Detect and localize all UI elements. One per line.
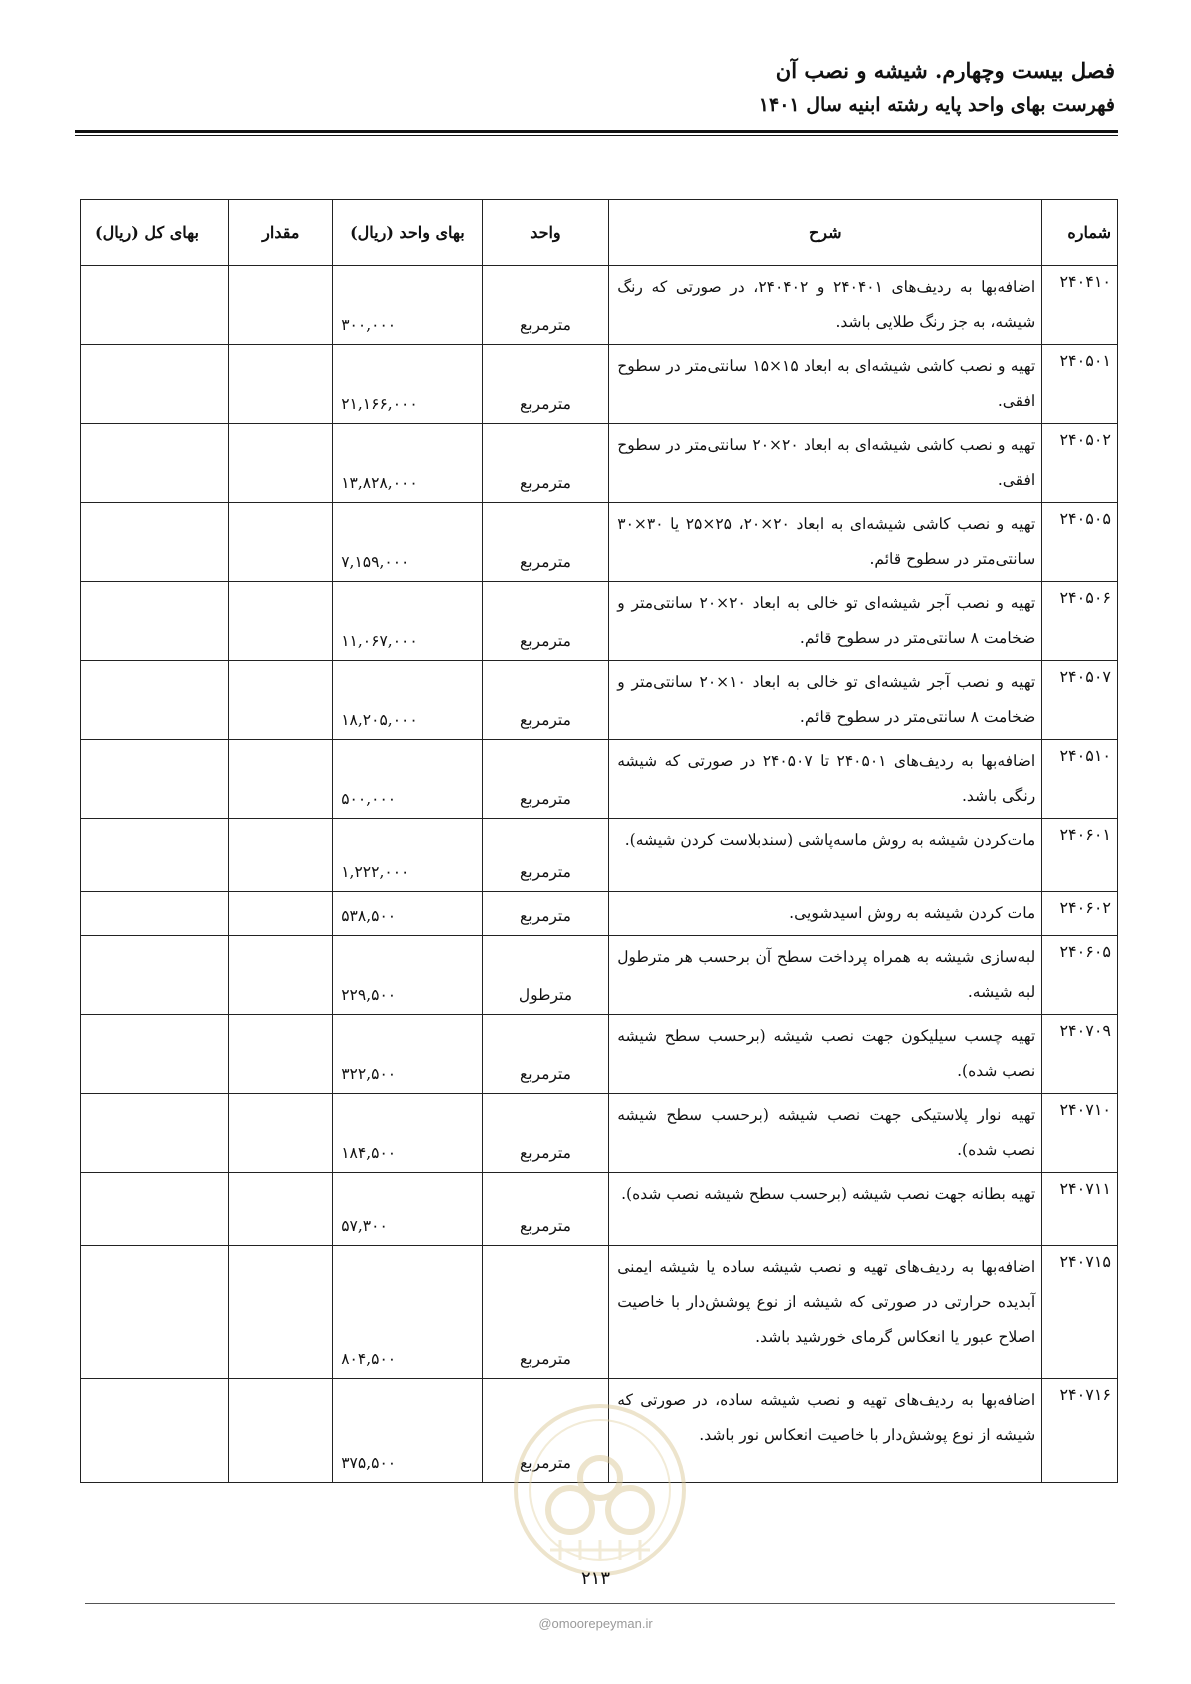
row-unit-price: ۵۰۰,۰۰۰ xyxy=(333,740,482,819)
table-row xyxy=(81,1246,1118,1379)
row-unit-price: ۵۳۸,۵۰۰ xyxy=(333,892,482,936)
row-description: مات کردن شیشه به روش اسیدشویی. xyxy=(609,892,1042,936)
row-code: ۲۴۰۵۰۶ xyxy=(1042,582,1118,661)
col-header-unit-price: بهای واحد (ریال) xyxy=(333,200,482,266)
row-quantity xyxy=(229,1246,333,1379)
header-rule-thin xyxy=(75,135,1118,136)
row-unit-price: ۱,۲۲۲,۰۰۰ xyxy=(333,819,482,892)
table-row xyxy=(81,345,1118,424)
row-unit: مترمربع xyxy=(482,1094,609,1173)
watermark-text: @omoorepeyman.ir xyxy=(538,1616,653,1631)
row-description: اضافه‌بها به ردیف‌های ۲۴۰۴۰۱ و ۲۴۰۴۰۲، در صورتی که رنگ شیشه، به جز رنگ طلایی باشد. xyxy=(609,266,1042,345)
table-row xyxy=(81,819,1118,892)
row-unit-price: ۲۱,۱۶۶,۰۰۰ xyxy=(333,345,482,424)
row-unit: مترمربع xyxy=(482,503,609,582)
row-unit: مترمربع xyxy=(482,1246,609,1379)
row-description: تهیه نوار پلاستیکی جهت نصب شیشه (برحسب سطح شیشه نصب شده). xyxy=(609,1094,1042,1173)
col-header-total: بهای کل (ریال) xyxy=(81,200,229,266)
table-row xyxy=(81,1173,1118,1246)
row-total xyxy=(81,740,229,819)
row-code: ۲۴۰۶۰۲ xyxy=(1042,892,1118,936)
row-total xyxy=(81,661,229,740)
table-row xyxy=(81,266,1118,345)
row-code: ۲۴۰۷۱۰ xyxy=(1042,1094,1118,1173)
row-code: ۲۴۰۷۱۶ xyxy=(1042,1379,1118,1483)
row-unit-price: ۱۸,۲۰۵,۰۰۰ xyxy=(333,661,482,740)
table-body xyxy=(81,266,1118,1483)
row-total xyxy=(81,892,229,936)
row-total xyxy=(81,424,229,503)
row-quantity xyxy=(229,936,333,1015)
row-description: تهیه و نصب آجر شیشه‌ای تو خالی به ابعاد ۲۰×۲۰ سانتی‌متر و ضخامت ۸ سانتی‌متر در سطوح قائم. xyxy=(609,582,1042,661)
row-quantity xyxy=(229,345,333,424)
table-row xyxy=(81,661,1118,740)
row-description: تهیه و نصب آجر شیشه‌ای تو خالی به ابعاد ۱۰×۲۰ سانتی‌متر و ضخامت ۸ سانتی‌متر در سطوح قائم. xyxy=(609,661,1042,740)
row-unit: مترمربع xyxy=(482,1015,609,1094)
page-header xyxy=(759,54,1115,122)
row-description: تهیه و نصب کاشی شیشه‌ای به ابعاد ۲۰×۲۰ سانتی‌متر در سطوح افقی. xyxy=(609,424,1042,503)
row-description: اضافه‌بها به ردیف‌های تهیه و نصب شیشه ساده یا شیشه ایمنی آبدیده حرارتی در صورتی که شیشه از نوع پوشش‌دار با خاصیت اصلاح عبور یا انعکاس گرمای خورشید باشد. xyxy=(609,1246,1042,1379)
page-number: ۲۱۳ xyxy=(580,1568,610,1589)
row-unit-price: ۱۱,۰۶۷,۰۰۰ xyxy=(333,582,482,661)
row-code: ۲۴۰۵۰۲ xyxy=(1042,424,1118,503)
table-row xyxy=(81,582,1118,661)
row-total xyxy=(81,1173,229,1246)
col-header-code: شماره xyxy=(1042,200,1118,266)
seal-watermark xyxy=(510,1400,690,1580)
row-code: ۲۴۰۵۱۰ xyxy=(1042,740,1118,819)
col-header-qty: مقدار xyxy=(229,200,333,266)
table-row xyxy=(81,740,1118,819)
row-quantity xyxy=(229,1173,333,1246)
row-unit: مترمربع xyxy=(482,1379,609,1483)
table-row xyxy=(81,936,1118,1015)
row-unit: مترمربع xyxy=(482,424,609,503)
row-description: لبه‌سازی شیشه به همراه پرداخت سطح آن برحسب هر مترطول لبه شیشه. xyxy=(609,936,1042,1015)
row-unit: مترطول xyxy=(482,936,609,1015)
row-code: ۲۴۰۵۰۷ xyxy=(1042,661,1118,740)
row-unit-price: ۷,۱۵۹,۰۰۰ xyxy=(333,503,482,582)
row-quantity xyxy=(229,1015,333,1094)
row-total xyxy=(81,1094,229,1173)
row-unit-price: ۸۰۴,۵۰۰ xyxy=(333,1246,482,1379)
row-total xyxy=(81,1015,229,1094)
row-total xyxy=(81,582,229,661)
header-rule-thick xyxy=(75,130,1118,133)
list-title: فهرست بهای واحد پایه رشته ابنیه سال ۱۴۰۱ xyxy=(758,94,1115,116)
row-total xyxy=(81,503,229,582)
row-unit-price: ۵۷,۳۰۰ xyxy=(333,1173,482,1246)
footer-rule xyxy=(85,1603,1115,1604)
row-quantity xyxy=(229,661,333,740)
table-row xyxy=(81,424,1118,503)
row-total xyxy=(81,345,229,424)
price-table xyxy=(80,199,1118,1483)
row-code: ۲۴۰۷۱۵ xyxy=(1042,1246,1118,1379)
row-description: اضافه‌بها به ردیف‌های ۲۴۰۵۰۱ تا ۲۴۰۵۰۷ در صورتی که شیشه رنگی باشد. xyxy=(609,740,1042,819)
table-row xyxy=(81,1094,1118,1173)
row-unit: مترمربع xyxy=(482,892,609,936)
row-quantity xyxy=(229,266,333,345)
row-total xyxy=(81,1379,229,1483)
row-unit: مترمربع xyxy=(482,819,609,892)
row-code: ۲۴۰۷۱۱ xyxy=(1042,1173,1118,1246)
row-quantity xyxy=(229,819,333,892)
row-total xyxy=(81,1246,229,1379)
row-unit-price: ۱۸۴,۵۰۰ xyxy=(333,1094,482,1173)
row-description: تهیه و نصب کاشی شیشه‌ای به ابعاد ۱۵×۱۵ سانتی‌متر در سطوح افقی. xyxy=(609,345,1042,424)
row-unit-price: ۳۰۰,۰۰۰ xyxy=(333,266,482,345)
table-row xyxy=(81,1015,1118,1094)
row-quantity xyxy=(229,424,333,503)
row-unit-price: ۱۳,۸۲۸,۰۰۰ xyxy=(333,424,482,503)
col-header-desc: شرح xyxy=(609,200,1042,266)
row-code: ۲۴۰۶۰۵ xyxy=(1042,936,1118,1015)
row-quantity xyxy=(229,1379,333,1483)
table-row xyxy=(81,892,1118,936)
row-unit: مترمربع xyxy=(482,661,609,740)
row-quantity xyxy=(229,1094,333,1173)
row-unit-price: ۲۲۹,۵۰۰ xyxy=(333,936,482,1015)
row-code: ۲۴۰۵۰۱ xyxy=(1042,345,1118,424)
row-code: ۲۴۰۵۰۵ xyxy=(1042,503,1118,582)
row-quantity xyxy=(229,740,333,819)
row-description: مات‌کردن شیشه به روش ماسه‌پاشی (سندبلاست کردن شیشه). xyxy=(609,819,1042,892)
row-unit: مترمربع xyxy=(482,740,609,819)
row-quantity xyxy=(229,892,333,936)
row-unit: مترمربع xyxy=(482,582,609,661)
row-description: تهیه چسب سیلیکون جهت نصب شیشه (برحسب سطح شیشه نصب شده). xyxy=(609,1015,1042,1094)
row-code: ۲۴۰۴۱۰ xyxy=(1042,266,1118,345)
row-quantity xyxy=(229,582,333,661)
chapter-title: فصل بیست وچهارم. شیشه و نصب آن xyxy=(775,58,1115,83)
row-total xyxy=(81,936,229,1015)
row-unit-price: ۳۷۵,۵۰۰ xyxy=(333,1379,482,1483)
table-row xyxy=(81,503,1118,582)
row-description: تهیه و نصب کاشی شیشه‌ای به ابعاد ۲۰×۲۰، ۲۵×۲۵ یا ۳۰×۳۰ سانتی‌متر در سطوح قائم. xyxy=(609,503,1042,582)
row-total xyxy=(81,819,229,892)
row-code: ۲۴۰۷۰۹ xyxy=(1042,1015,1118,1094)
row-quantity xyxy=(229,503,333,582)
row-unit: مترمربع xyxy=(482,1173,609,1246)
col-header-unit: واحد xyxy=(482,200,609,266)
row-unit: مترمربع xyxy=(482,266,609,345)
row-unit-price: ۳۲۲,۵۰۰ xyxy=(333,1015,482,1094)
row-unit: مترمربع xyxy=(482,345,609,424)
row-description: اضافه‌بها به ردیف‌های تهیه و نصب شیشه ساده، در صورتی که شیشه از نوع پوشش‌دار با خاصیت انعکاس نور باشد. xyxy=(609,1379,1042,1483)
table-header-row xyxy=(81,200,1118,266)
row-code: ۲۴۰۶۰۱ xyxy=(1042,819,1118,892)
row-description: تهیه بطانه جهت نصب شیشه (برحسب سطح شیشه نصب شده). xyxy=(609,1173,1042,1246)
row-total xyxy=(81,266,229,345)
